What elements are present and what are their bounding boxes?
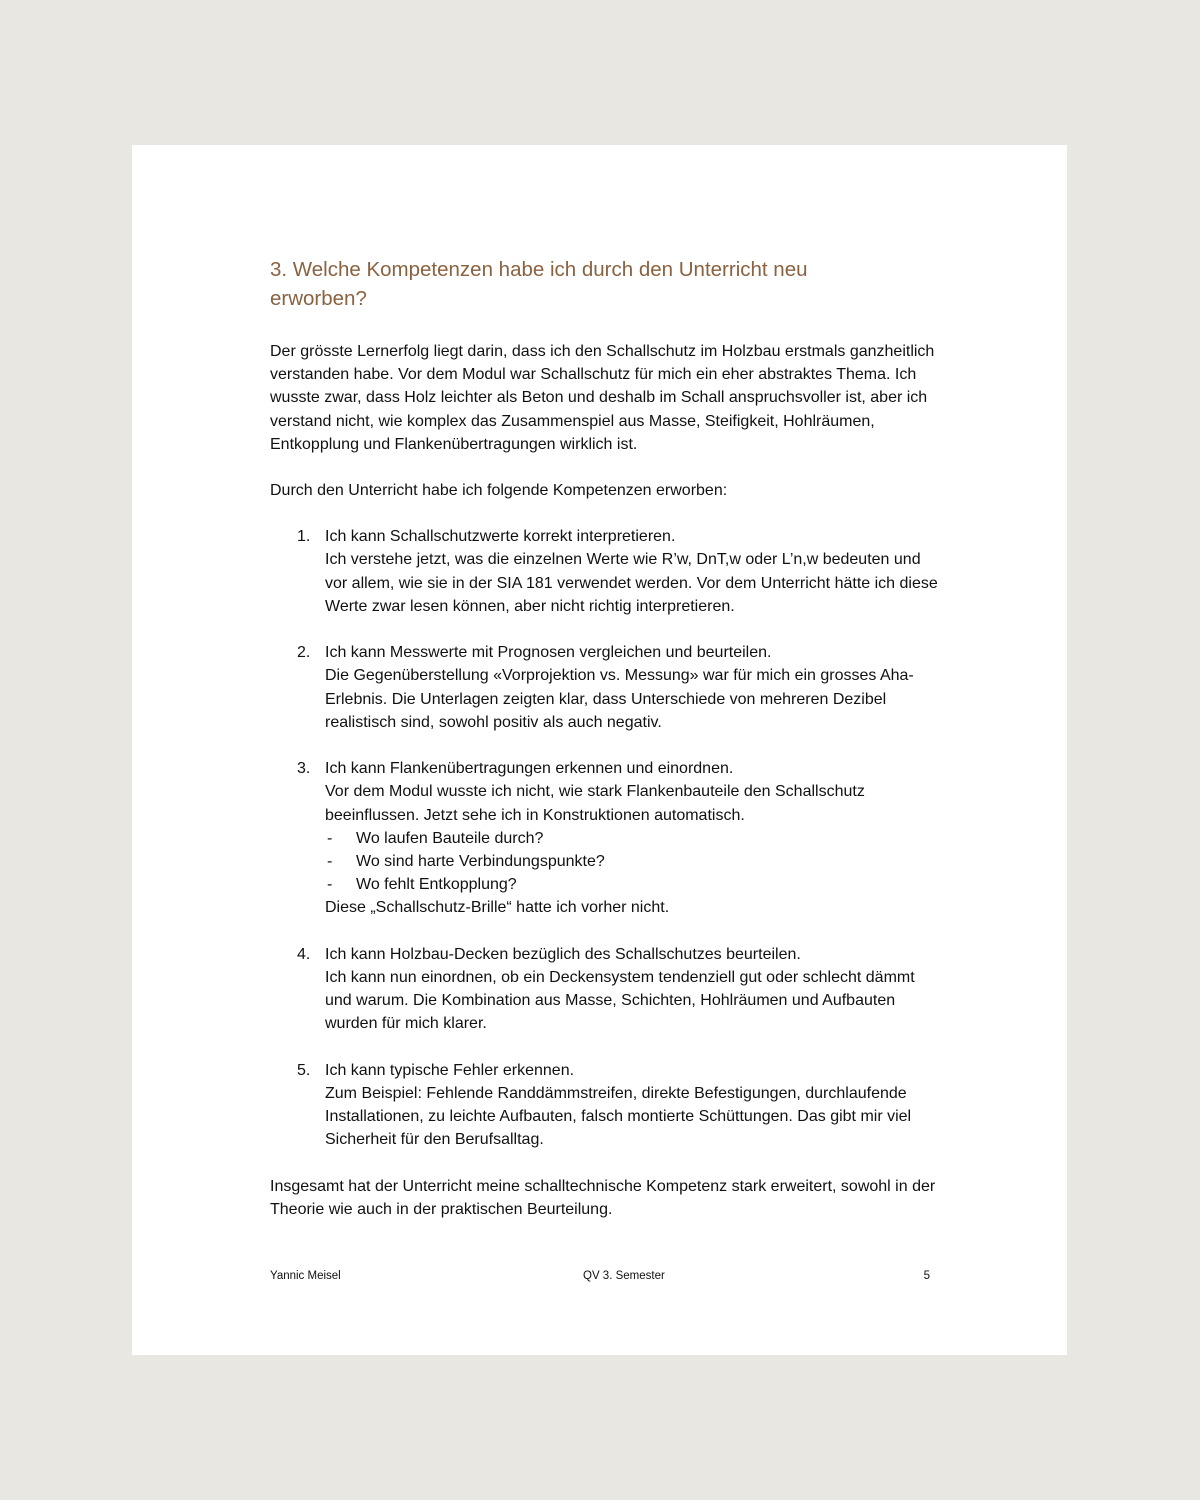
item-number: 5.: [297, 1061, 311, 1079]
dash-item-text: Wo sind harte Verbindungspunkte?: [356, 853, 605, 871]
dash-item: [325, 850, 940, 873]
footer-page-number: 5: [923, 1270, 930, 1282]
section-heading: 3. Welche Kompetenzen habe ich durch den Unterricht neu erworben?: [270, 258, 808, 310]
item-number: 2.: [297, 644, 311, 662]
dash-marker: -: [327, 876, 333, 894]
dash-item: [325, 827, 940, 850]
item-number: 1.: [297, 528, 311, 546]
item-title: Ich kann Holzbau-Decken bezüglich des Schallschutzes beurteilen.: [325, 945, 801, 963]
item-after-text: Diese „Schallschutz-Brille“ hatte ich vorher nicht.: [325, 899, 670, 917]
item-text: Zum Beispiel: Fehlende Randdämmstreifen, direkte Befestigungen, durchlaufende Installationen, zu leichte Aufbauten, falsch montierte Schüttungen. Das gibt mir viel Sicherheit für den Berufsalltag.: [325, 1085, 912, 1149]
dash-item-text: Wo fehlt Entkopplung?: [356, 876, 517, 894]
dash-marker: -: [327, 829, 333, 847]
item-text: Ich verstehe jetzt, was die einzelnen Werte wie R’w, DnT,w oder L’n,w bedeuten und vor allem, wie sie in der SIA 181 verwendet werden. Vor dem Unterricht hätte ich diese Werte zwar lesen können, aber nicht richtig interpretieren.: [325, 551, 938, 615]
competence-list: [270, 525, 940, 1151]
list-item: [270, 641, 940, 734]
intro-paragraph: Der grösste Lernerfolg liegt darin, dass ich den Schallschutz im Holzbau erstmals ganzheitlich verstanden habe. Vor dem Modul war Schallschutz für mich ein eher abstraktes Thema. Ich wusste zwar, dass Holz leichter als Beton und deshalb im Schall anspruchsvoller ist, aber ich verstand nicht, wie komplex das Zusammenspiel aus Masse, Steifigkeit, Hohlräumen, Entkopplung und Flankenübertragungen wirklich ist.: [270, 343, 935, 453]
item-title: Ich kann typische Fehler erkennen.: [325, 1061, 575, 1079]
item-number: 4.: [297, 945, 311, 963]
dash-list: [325, 827, 940, 897]
page-footer: [270, 1270, 930, 1286]
page-content: [270, 255, 940, 1221]
dash-item: [325, 873, 940, 896]
list-item: [270, 943, 940, 1036]
item-text: Ich kann nun einordnen, ob ein Deckensystem tendenziell gut oder schlecht dämmt und warum. Die Kombination aus Masse, Schichten, Hohlräumen und Aufbauten wurden für mich klarer.: [325, 969, 915, 1033]
footer-course: QV 3. Semester: [583, 1270, 665, 1282]
lead-paragraph: Durch den Unterricht habe ich folgende Kompetenzen erworben:: [270, 482, 728, 500]
list-item: [270, 525, 940, 618]
item-title: Ich kann Messwerte mit Prognosen vergleichen und beurteilen.: [325, 644, 772, 662]
document-page: [132, 145, 1067, 1355]
item-title: Ich kann Flankenübertragungen erkennen und einordnen.: [325, 760, 734, 778]
list-item: [270, 1059, 940, 1152]
item-title: Ich kann Schallschutzwerte korrekt interpretieren.: [325, 528, 676, 546]
dash-item-text: Wo laufen Bauteile durch?: [356, 829, 544, 847]
item-text: Die Gegenüberstellung «Vorprojektion vs. Messung» war für mich ein grosses Aha-Erlebnis. Die Unterlagen zeigten klar, dass Unterschiede von mehreren Dezibel realistisch sind, sowohl positiv als auch negativ.: [325, 667, 914, 731]
dash-marker: -: [327, 853, 333, 871]
conclusion-paragraph: Insgesamt hat der Unterricht meine schalltechnische Kompetenz stark erweitert, sowohl in der Theorie wie auch in der praktischen Beurteilung.: [270, 1177, 936, 1219]
item-number: 3.: [297, 760, 311, 778]
item-text: Vor dem Modul wusste ich nicht, wie stark Flankenbauteile den Schallschutz beeinflussen. Jetzt sehe ich in Konstruktionen automatisch.: [325, 783, 865, 824]
list-item: [270, 757, 940, 919]
footer-author: Yannic Meisel: [270, 1270, 341, 1282]
